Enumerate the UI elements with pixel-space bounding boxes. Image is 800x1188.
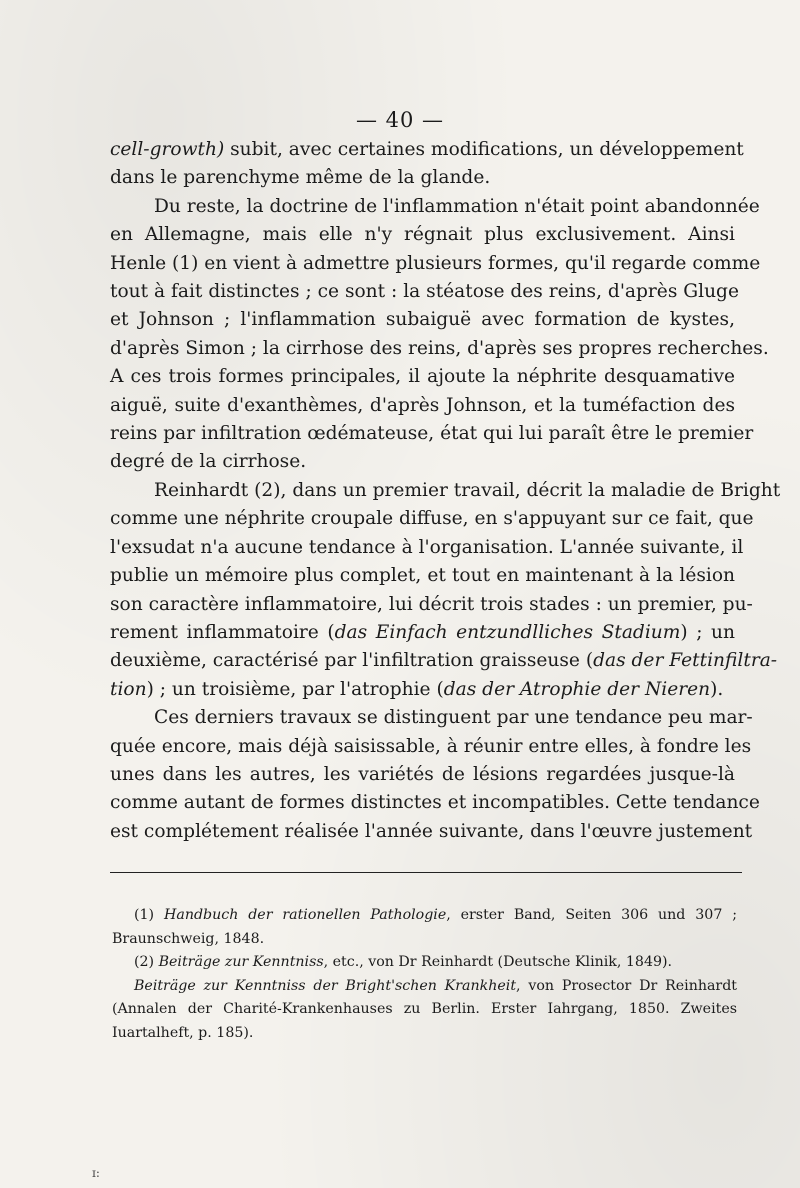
text-run: d'après Simon ; la cirrhose des reins, d'après ses propres recherches.: [110, 337, 769, 359]
body-line: [110, 278, 739, 306]
text-run: A ces trois formes principales, il ajoute la néphrite desquamative: [110, 366, 735, 388]
text-run: , erster Band, Seiten 306 und 307 ;: [446, 907, 738, 923]
text-run: ) ; un troisième, par l'atrophie (: [146, 678, 444, 700]
text-run: Braunschweig, 1848.: [112, 930, 265, 947]
body-line: [110, 420, 754, 448]
footnote-separator: [110, 872, 742, 873]
body-line: [110, 505, 754, 533]
body-line: [110, 392, 735, 420]
text-run: ) ; un: [680, 621, 735, 643]
footnote-line: [112, 951, 737, 975]
italic-text: das Einfach entzundlliches Stadium: [334, 621, 681, 643]
footnote-line: [112, 904, 737, 928]
footnote-line: [112, 1022, 737, 1046]
italic-text: Handbuch der rationellen Pathologie: [163, 907, 447, 923]
body-text: [110, 136, 781, 846]
text-run: unes dans les autres, les variétés de lésions regardées jusque-là: [110, 763, 735, 785]
text-run: l'exsudat n'a aucune tendance à l'organisation. L'année suivante, il: [110, 536, 744, 558]
text-run: tout à fait distinctes ; ce sont : la stéatose des reins, d'après Gluge: [110, 281, 739, 303]
body-line: [110, 676, 735, 704]
body-line: [110, 306, 735, 334]
body-line: [110, 136, 744, 164]
text-run: Iuartalheft, p. 185).: [112, 1024, 254, 1041]
footnote-line: [112, 928, 737, 952]
body-line: [110, 647, 778, 675]
italic-text: Beiträge zur Kenntniss: [158, 954, 324, 970]
footnote-line: [112, 975, 737, 999]
text-run: reins par infiltration œdémateuse, état qui lui paraît être le premier: [110, 423, 754, 445]
body-line: [110, 164, 735, 192]
body-line: [110, 534, 744, 562]
text-run: subit, avec certaines modifications, un développement: [224, 139, 744, 160]
text-run: Du reste, la doctrine de l'inflammation n'était point abandonnée: [154, 195, 760, 217]
body-line: [110, 619, 735, 647]
text-run: Ces derniers travaux se distinguent par une tendance peu mar-: [154, 707, 753, 729]
body-line: [110, 335, 769, 363]
text-run: , von Prosector Dr Reinhardt: [516, 977, 737, 994]
text-run: publie un mémoire plus complet, et tout en maintenant à la lésion: [110, 565, 735, 587]
text-run: comme autant de formes distinctes et incompatibles. Cette tendance: [110, 792, 760, 814]
italic-text: das der Atrophie der Nieren: [443, 678, 711, 700]
body-line: [110, 250, 761, 278]
text-run: deuxième, caractérisé par l'infiltration graisseuse (: [110, 650, 594, 672]
italic-text: das der Fettinfiltra-: [593, 650, 778, 672]
body-line: [110, 761, 735, 789]
text-run: ).: [710, 678, 724, 700]
text-run: degré de la cirrhose.: [110, 451, 307, 473]
text-run: et Johnson ; l'inflammation subaiguë avec formation de kystes,: [110, 309, 735, 331]
italic-text: tion: [110, 678, 147, 700]
body-line: [110, 704, 753, 732]
footnote-line: [112, 998, 737, 1022]
body-line: [110, 221, 735, 249]
body-line: [110, 818, 753, 846]
text-run: rement inflammatoire (: [110, 621, 335, 643]
footnotes: [112, 904, 737, 1045]
text-run: est complétement réalisée l'année suivante, dans l'œuvre justement: [110, 820, 753, 842]
body-line: [110, 363, 735, 391]
text-run: dans le parenchyme même de la glande.: [110, 167, 491, 189]
text-run: , etc., von Dr Reinhardt (Deutsche Klinik, 1849).: [323, 954, 673, 970]
text-run: en Allemagne, mais elle n'y régnait plus exclusivement. Ainsi: [110, 224, 735, 246]
text-run: Henle (1) en vient à admettre plusieurs formes, qu'il regarde comme: [110, 252, 761, 274]
body-line: [110, 562, 735, 590]
italic-text: cell-growth): [110, 139, 225, 160]
text-run: quée encore, mais déjà saisissable, à réunir entre elles, à fondre les: [110, 735, 752, 757]
text-run: comme une néphrite croupale diffuse, en s'appuyant sur ce fait, que: [110, 508, 754, 530]
italic-text: Beiträge zur Kenntniss der Bright'schen Krankheit: [134, 977, 517, 994]
body-line: [110, 477, 781, 505]
body-line: [110, 789, 760, 817]
text-run: aiguë, suite d'exanthèmes, d'après Johnson, et la tuméfaction des: [110, 394, 735, 416]
text-run: son caractère inflammatoire, lui décrit trois stades : un premier, pu-: [110, 593, 753, 615]
body-line: [110, 193, 760, 221]
text-run: (Annalen der Charité-Krankenhauses zu Berlin. Erster Iahrgang, 1850. Zweites: [112, 1001, 737, 1017]
page-number: — 40 —: [355, 108, 445, 132]
margin-mark: ɪ:: [92, 1166, 100, 1180]
body-line: [110, 448, 735, 476]
text-run: (2): [134, 954, 159, 970]
text-run: (1): [134, 907, 164, 923]
body-line: [110, 733, 752, 761]
body-line: [110, 591, 753, 619]
text-run: Reinhardt (2), dans un premier travail, décrit la maladie de Bright: [154, 479, 781, 501]
